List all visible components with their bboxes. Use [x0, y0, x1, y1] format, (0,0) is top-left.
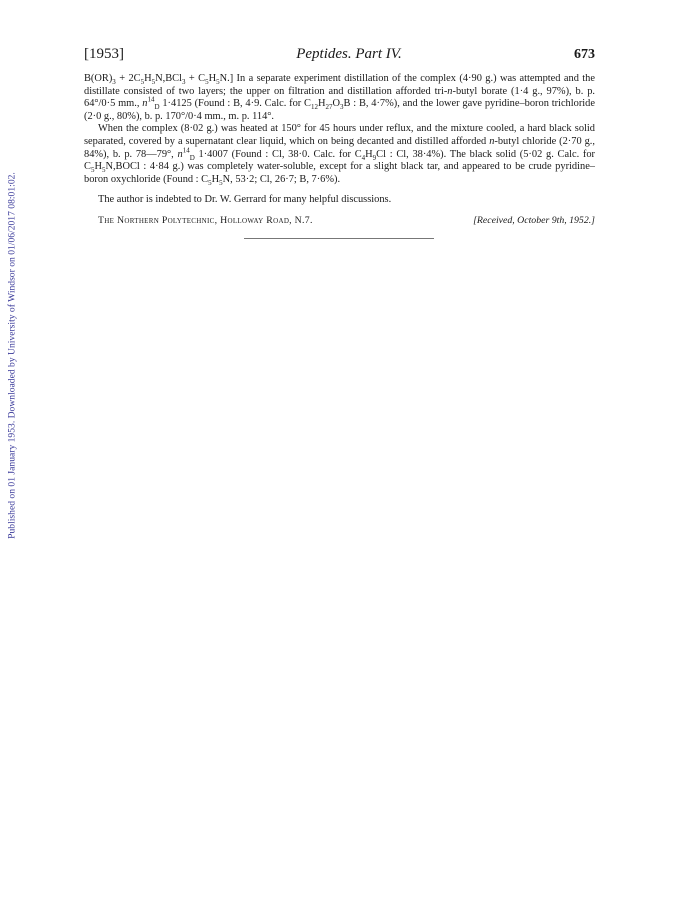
paragraph-distillation: $B(OR)_3 + 2C_5H_5N,BCl_3 + C_5H_5N$.] In a separate experiment distillation of the complex (4·90 g.) was attempted and the distillate consisted of two layers; the upper on filtration and distillation afforded tri-n-butyl borate (1·4 g., 97%), b. p. 64°/0·5 mm., $n^{14}_D$ 1·4125 (Found : B, 4·9. Calc. for $C_{12}H_{27}O_3B$ : B, 4·7%), and the lower gave pyridine–boron trichloride (2·0 g., 80%), b. p. 170°/0·4 mm., m. p. 114°.	[84, 73, 595, 122]
journal-year: [1953]	[84, 46, 124, 62]
end-rule	[244, 238, 434, 239]
article-body	[84, 73, 595, 207]
paragraph-reflux: When the complex (8·02 g.) was heated at 150° for 45 hours under reflux, and the mixture cooled, a hard black solid separated, covered by a supernatant clear liquid, which on being decanted and distilled afforded n-butyl chloride (2·70 g., 84%), b. p. 78—79°, $n^{14}_D$ 1·4007 (Found : Cl, 38·0. Calc. for $C_4H_9Cl$ : Cl, 38·4%). The black solid (5·02 g. Calc. for $C_5H_5N,BOCl$ : 4·84 g.) was completely water-soluble, except for a slight black tar, and appeared to be crude pyridine–boron oxychloride (Found : $C_5H_5N$, 53·2; Cl, 26·7; B, 7·6%).	[84, 123, 595, 187]
download-notice: Published on 01 January 1953. Downloaded by University of Windsor on 01/06/2017 08:01:02.	[6, 172, 18, 539]
running-title: Peptides. Part IV.	[296, 46, 402, 62]
page-number: 673	[573, 47, 595, 62]
article-page	[84, 46, 595, 239]
institution: The Northern Polytechnic, Holloway Road, N.7.	[98, 214, 313, 226]
affiliation-line	[84, 215, 595, 226]
acknowledgement: The author is indebted to Dr. W. Gerrard for many helpful discussions.	[98, 194, 392, 206]
running-header	[84, 46, 595, 63]
received-date: [Received, October 9th, 1952.]	[473, 214, 595, 226]
